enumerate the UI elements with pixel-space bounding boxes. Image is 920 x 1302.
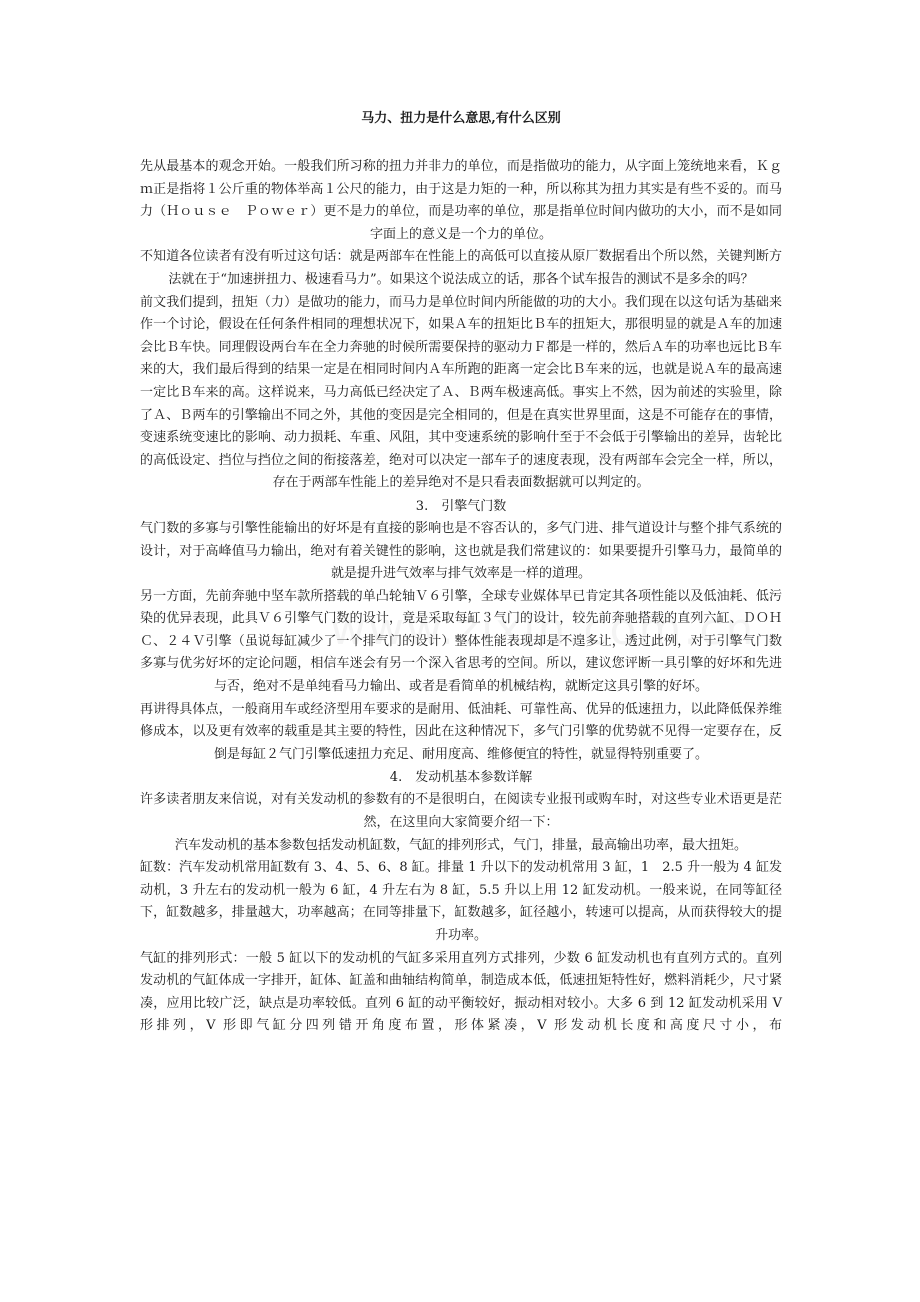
paragraph-basic-params: 汽车发动机的基本参数包括发动机缸数，气缸的排列形式，气门，排量，最高输出功率，最大扭矩。	[174, 837, 747, 853]
document-page	[140, 110, 782, 1038]
paragraph-cylinder-layout: 气缸的排列形式：一般 5 缸以下的发动机的气缸多采用直列方式排列，少数 6 缸发动机也有直列方式的。直列发动机的气缸体成一字排开，缸体、缸盖和曲轴结构简单，制造成本低，低速扭矩特性好，燃料消耗少，尺寸紧凑，应用比较广泛，缺点是功率较低。直列 6 缸的动平衡较好，振动相对较小。大多 6 到 12 缸发动机采用 V 形排列，V 形即气缸分四列错开角度布置，形体紧凑，V 形发动机长度和高度尺寸小，布	[140, 950, 782, 1034]
paragraph-torque-discussion: 前文我们提到，扭矩（力）是做功的能力，而马力是单位时间内所能做的功的大小。我们现在以这句话为基础来作一个讨论，假设在任何条件相同的理想状况下，如果Ａ车的扭矩比Ｂ车的扭矩大，那很明显的就是Ａ车的加速会比Ｂ车快。同理假设两台车在全力奔驰的时候所需要保持的驱动力Ｆ都是一样的，然后Ａ车的功率也远比Ｂ车来的大，我们最后得到的结果一定是在相同时间内Ａ车所跑的距离一定会比Ｂ车来的远，也就是说Ａ车的最高速一定比Ｂ车来的高。这样说来，马力高低已经决定了Ａ、Ｂ两车极速高低。事实上不然，因为前述的实验里，除了Ａ、Ｂ两车的引擎输出不同之外，其他的变因是完全相同的，但是在真实世界里面，这是不可能存在的事情，变速系统变速比的影响、动力损耗、车重、风阻，其中变速系统的影响什至于不会低于引擎输出的差异，齿轮比的高低设定、挡位与挡位之间的衔接落差，绝对可以决定一部车子的速度表现，没有两部车会完全一样，所以，存在于两部车性能上的差异绝对不是只看表面数据就可以判定的。	[140, 294, 782, 491]
section-heading-engine-params: 4. 发动机基本参数详解	[389, 770, 533, 786]
paragraph-commercial-vehicles: 再讲得具体点，一般商用车或经济型用车要求的是耐用、低油耗、可靠性高、优异的低速扭力，以此降低保养维修成本，以及更有效率的载重是其主要的特性，因此在这种情况下，多气门引擎的优势就不见得一定要存在，反倒是每缸２气门引擎低速扭力充足、耐用度高、维修便宜的特性，就显得特别重要了。	[140, 701, 782, 762]
paragraph-basic-concepts: 先从最基本的观念开始。一般我们所习称的扭力并非力的单位，而是指做功的能力，从字面上笼统地来看，Ｋｇｍ正是指将１公斤重的物体举高１公尺的能力，由于这是力矩的一种，所以称其为扭力其实是有些不妥的。而马力（Ｈｏｕｓｅ Ｐｏｗｅｒ）更不是力的单位，而是功率的单位，那是指单位时间内做功的大小，而不是如同字面上的意义是一个力的单位。	[140, 159, 782, 242]
paragraph-benz-v6: 另一方面，先前奔驰中坚车款所搭载的单凸轮轴Ｖ６引擎，全球专业媒体早已肯定其各项性能以及低油耗、低污染的优异表现，此具Ｖ６引擎气门数的设计，竟是采取每缸３气门的设计，较先前奔驰搭载的直列六缸、ＤＯＨＣ、２４Ｖ引擎（虽说每缸减少了一个排气门的设计）整体性能表现却是不遑多让，透过此例，对于引擎气门数多寡与优劣好坏的定论问题，相信车迷会有另一个深入省思考的空间。所以，建议您评断一具引擎的好坏和先进与否，绝对不是单纯看马力输出、或者是看简单的机械结构，就断定这具引擎的好坏。	[140, 588, 782, 695]
paragraph-quote-question: 不知道各位读者有没有听过这句话：就是两部车在性能上的高低可以直接从原厂数据看出个所以然，关键判断方法就在于“加速拼扭力、极速看马力”。如果这个说法成立的话，那各个试车报告的测试不是多余的吗？	[140, 249, 782, 287]
section-heading-valves: 3. 引擎气门数	[415, 498, 507, 514]
paragraph-cylinder-count: 缸数：汽车发动机常用缸数有 3、4、5、6、8 缸。排量 1 升以下的发动机常用 3 缸，1 2.5 升一般为 4 缸发动机，3 升左右的发动机一般为 6 缸，4 升左右为 8 缸，5.5 升以上用 12 缸发动机。一般来说，在同等缸径下，缸数越多，排量越大，功率越高；在同等排量下，缸数越多，缸径越小，转速可以提高，从而获得较大的提升功率。	[140, 860, 782, 943]
document-title: 马力、扭力是什么意思,有什么区别	[361, 111, 561, 126]
paragraph-valve-count: 气门数的多寡与引擎性能输出的好坏是有直接的影响也是不容否认的，多气门进、排气道设计与整个排气系统的设计，对于高峰值马力输出，绝对有着关键性的影响，这也就是我们常建议的：如果要提升引擎马力，最简单的就是提升进气效率与排气效率是一样的道理。	[140, 520, 782, 582]
paragraph-reader-letters: 许多读者朋友来信说，对有关发动机的参数有的不是很明白，在阅读专业报刊或购车时，对这些专业术语更是茫然，在这里向大家简要介绍一下：	[140, 792, 782, 831]
